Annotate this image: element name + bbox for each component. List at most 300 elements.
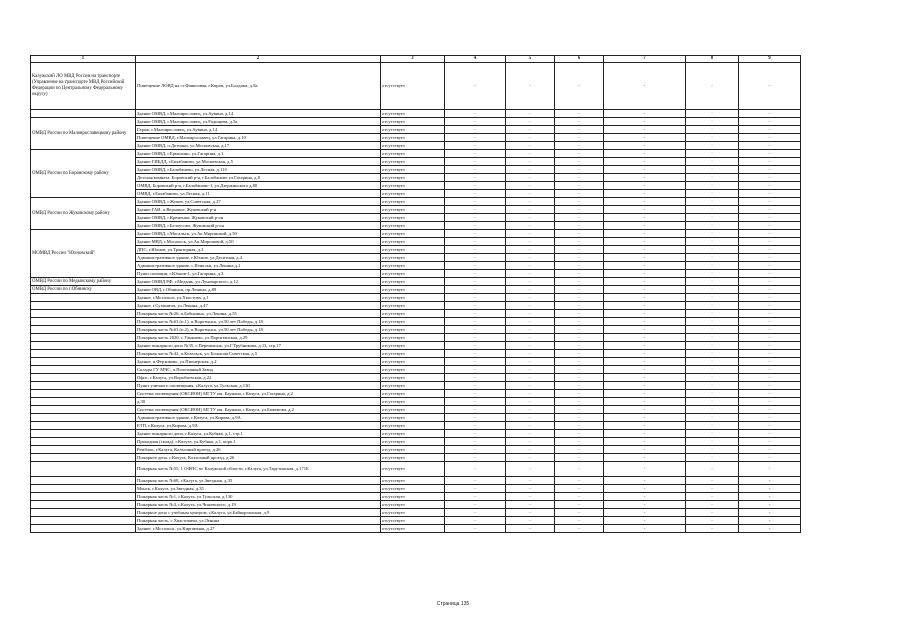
dash-cell-col-6: - [555, 182, 604, 190]
dash-cell-col-5: - [506, 110, 555, 118]
dash-cell-col-9: - [739, 414, 801, 422]
building-cell: Здание ОВД, г.Обнинск, пр.Ленина, д.89 [136, 286, 381, 294]
dash-cell-col-7: - [604, 350, 686, 358]
status-cell: отсутствует [381, 374, 445, 382]
table-row [31, 286, 801, 294]
dash-cell-col-8: - [686, 294, 739, 302]
dash-cell-col-4: - [445, 334, 506, 342]
dash-cell-col-9: - [739, 222, 801, 230]
dash-cell-col-7: - [604, 190, 686, 198]
dash-cell-col-7: - [604, 485, 686, 493]
dash-cell-col-5: - [506, 358, 555, 366]
dash-cell-col-4: - [445, 493, 506, 501]
dash-cell-col-6: - [555, 270, 604, 278]
dash-cell-col-8: - [686, 414, 739, 422]
dash-cell-col-4: - [445, 358, 506, 366]
table-row [31, 398, 801, 406]
dash-cell-col-4: - [445, 430, 506, 438]
dash-cell-col-4: - [445, 222, 506, 230]
dash-cell-col-4: - [445, 342, 506, 350]
status-cell: отсутствует [381, 246, 445, 254]
dash-cell-col-7: - [604, 310, 686, 318]
organization-cell [31, 525, 136, 533]
status-cell: отсутствует [381, 222, 445, 230]
building-cell: Пожарная часть 2020, с.Ульяново, ул.Партизанская, д.29 [136, 334, 381, 342]
organization-cell [31, 390, 136, 398]
status-cell: отсутствует [381, 493, 445, 501]
dash-cell-col-7: - [604, 214, 686, 222]
dash-cell-col-9: - [739, 262, 801, 270]
table-row [31, 142, 801, 150]
table-row [31, 254, 801, 262]
building-cell: Административное здание, г.Калуга, ул.Кирова, д.9А [136, 414, 381, 422]
dash-cell-col-5: - [506, 462, 555, 477]
building-cell: Здание ОМВД, г.Жуков, ул.Советская, д.27 [136, 198, 381, 206]
dash-cell-col-7: - [604, 501, 686, 509]
dash-cell-col-6: - [555, 366, 604, 374]
dash-cell-col-5: - [506, 366, 555, 374]
dash-cell-col-5: - [506, 374, 555, 382]
dash-cell-col-5: - [506, 517, 555, 525]
dash-cell-col-8: - [686, 118, 739, 126]
dash-cell-col-8: - [686, 126, 739, 134]
dash-cell-col-8: - [686, 446, 739, 454]
dash-cell-col-5: - [506, 214, 555, 222]
organization-cell: МОМВД России "Юхновский" [31, 230, 136, 278]
dash-cell-col-6: - [555, 318, 604, 326]
column-number-3: 3 [381, 56, 445, 63]
dash-cell-col-4: - [445, 118, 506, 126]
status-cell: отсутствует [381, 406, 445, 414]
table-row [31, 222, 801, 230]
dash-cell-col-7: - [604, 262, 686, 270]
dash-cell-col-7: - [604, 438, 686, 446]
dash-cell-col-8: - [686, 462, 739, 477]
dash-cell-col-6: - [555, 63, 604, 110]
status-cell: отсутствует [381, 230, 445, 238]
dash-cell-col-8: - [686, 206, 739, 214]
status-cell: отсутствует [381, 174, 445, 182]
building-cell: Здание ОМВД, п.Детчино, ул.Московская, д.17 [136, 142, 381, 150]
table-row [31, 334, 801, 342]
dash-cell-col-8: - [686, 374, 739, 382]
dash-cell-col-9: - [739, 374, 801, 382]
table-row [31, 525, 801, 533]
dash-cell-col-7: - [604, 246, 686, 254]
status-cell: отсутствует [381, 334, 445, 342]
organization-cell [31, 422, 136, 430]
dash-cell-col-5: - [506, 446, 555, 454]
table-row [31, 477, 801, 485]
organization-cell [31, 454, 136, 462]
status-cell: отсутствует [381, 326, 445, 334]
organization-cell [31, 334, 136, 342]
organization-cell [31, 501, 136, 509]
building-cell: Здание ОМВД, г.Мосальск, ул.Ак.Мироновой, д.50 [136, 230, 381, 238]
dash-cell-col-9: - [739, 438, 801, 446]
organization-cell [31, 326, 136, 334]
organization-cell [31, 398, 136, 406]
dash-cell-col-4: - [445, 214, 506, 222]
dash-cell-col-8: - [686, 134, 739, 142]
dash-cell-col-9: - [739, 126, 801, 134]
dash-cell-col-4: - [445, 374, 506, 382]
status-cell: отсутствует [381, 63, 445, 110]
dash-cell-col-7: - [604, 366, 686, 374]
building-cell: Пожарная часть №68, г.Калуга, ул.Звездная, д.35 [136, 477, 381, 485]
dash-cell-col-8: - [686, 350, 739, 358]
building-cell: Пункт уличного оповещения, г.Калуга, ул.Тульская, д.130 [136, 382, 381, 390]
status-cell: отсутствует [381, 118, 445, 126]
dash-cell-col-9: - [739, 270, 801, 278]
dash-cell-col-5: - [506, 294, 555, 302]
building-cell: Здание ОМВД, г.Малоярославец, ул.Радищева, д.5а [136, 118, 381, 126]
dash-cell-col-6: - [555, 342, 604, 350]
status-cell: отсутствует [381, 166, 445, 174]
dash-cell-col-8: - [686, 150, 739, 158]
dash-cell-col-8: - [686, 302, 739, 310]
table-row [31, 501, 801, 509]
table-row [31, 310, 801, 318]
dash-cell-col-7: - [604, 454, 686, 462]
building-cell: Система оповещения (ОКСИОН) МГТУ им. Баумана, г.Калуга, ул.Гагарина, д.2 [136, 390, 381, 398]
organization-cell [31, 446, 136, 454]
organization-cell [31, 485, 136, 493]
dash-cell-col-8: - [686, 182, 739, 190]
dash-cell-col-9: - [739, 366, 801, 374]
status-cell: отсутствует [381, 477, 445, 485]
dash-cell-col-4: - [445, 438, 506, 446]
dash-cell-col-7: - [604, 525, 686, 533]
dash-cell-col-9: - [739, 110, 801, 118]
column-number-8: 8 [686, 56, 739, 63]
dash-cell-col-5: - [506, 398, 555, 406]
dash-cell-col-8: - [686, 166, 739, 174]
dash-cell-col-4: - [445, 326, 506, 334]
organization-cell: ОМВД России по Жуковскому району [31, 198, 136, 230]
dash-cell-col-9: - [739, 406, 801, 414]
dash-cell-col-4: - [445, 158, 506, 166]
table-row [31, 318, 801, 326]
dash-cell-col-4: - [445, 278, 506, 286]
column-number-9: 9 [739, 56, 801, 63]
building-cell: Здание ГАИ, п.Верховье, Жуковский р-н [136, 206, 381, 214]
dash-cell-col-4: - [445, 294, 506, 302]
dash-cell-col-5: - [506, 422, 555, 430]
dash-cell-col-5: - [506, 493, 555, 501]
dash-cell-col-9: - [739, 254, 801, 262]
building-cell: Помещение ОМВД, г.Малоярославец, ул.Гагарина, д.10 [136, 134, 381, 142]
dash-cell-col-7: - [604, 198, 686, 206]
status-cell: отсутствует [381, 238, 445, 246]
dash-cell-col-4: - [445, 246, 506, 254]
dash-cell-col-9: - [739, 382, 801, 390]
table-row [31, 126, 801, 134]
table-body [31, 56, 801, 533]
dash-cell-col-9: - [739, 278, 801, 286]
dash-cell-col-9: - [739, 190, 801, 198]
dash-cell-col-5: - [506, 182, 555, 190]
building-cell: ОМВД, Боровский р-н, г.Балабаново-1, ул.Дзержинского д.80 [136, 182, 381, 190]
status-cell: отсутствует [381, 254, 445, 262]
status-cell: отсутствует [381, 398, 445, 406]
dash-cell-col-4: - [445, 382, 506, 390]
dash-cell-col-5: - [506, 438, 555, 446]
dash-cell-col-5: - [506, 158, 555, 166]
dash-cell-col-8: - [686, 485, 739, 493]
building-cell: ЕТП, г.Калуга, ул.Кирова, д.9А [136, 422, 381, 430]
dash-cell-col-7: - [604, 118, 686, 126]
organization-cell [31, 302, 136, 310]
dash-cell-col-5: - [506, 350, 555, 358]
table-row [31, 262, 801, 270]
building-cell: Система оповещения (ОКСИОН) МГТУ им. Баумана, г.Калуга, ул.Баженова, д.2 [136, 406, 381, 414]
dash-cell-col-9: - [739, 134, 801, 142]
status-cell: отсутствует [381, 150, 445, 158]
data-table [30, 55, 801, 533]
dash-cell-col-5: - [506, 501, 555, 509]
dash-cell-col-9: - [739, 454, 801, 462]
dash-cell-col-7: - [604, 326, 686, 334]
dash-cell-col-7: - [604, 238, 686, 246]
dash-cell-col-5: - [506, 326, 555, 334]
dash-cell-col-8: - [686, 406, 739, 414]
dash-cell-col-7: - [604, 406, 686, 414]
dash-cell-col-8: - [686, 517, 739, 525]
status-cell: отсутствует [381, 278, 445, 286]
dash-cell-col-9: - [739, 230, 801, 238]
building-cell: Здание пожарного депо №35, с.Перемышль, ул.Г.Трубникова, д.13, стр.17 [136, 342, 381, 350]
document-sheet [30, 55, 800, 533]
organization-cell [31, 430, 136, 438]
dash-cell-col-9: - [739, 294, 801, 302]
dash-cell-col-4: - [445, 509, 506, 517]
building-cell: Гараж, г.Малоярославец, ул.Аувина, д.14 [136, 126, 381, 134]
building-cell: ОМВД, г.Балабаново, ул.Лесная, д.11 [136, 190, 381, 198]
building-cell: Здание ОМВД, г.Малоярославец, ул.Аувина, д.14 [136, 110, 381, 118]
dash-cell-col-9: - [739, 525, 801, 533]
organization-cell [31, 438, 136, 446]
status-cell: отсутствует [381, 110, 445, 118]
dash-cell-col-4: - [445, 262, 506, 270]
dash-cell-col-7: - [604, 206, 686, 214]
page-number: Страница 135 [436, 601, 470, 607]
dash-cell-col-8: - [686, 214, 739, 222]
dash-cell-col-8: - [686, 142, 739, 150]
dash-cell-col-4: - [445, 462, 506, 477]
dash-cell-col-6: - [555, 174, 604, 182]
dash-cell-col-9: - [739, 182, 801, 190]
building-cell: Пожарная часть №42, п.Козельск, ул. Большая Советская, д.5 [136, 350, 381, 358]
table-row [31, 509, 801, 517]
dash-cell-col-8: - [686, 254, 739, 262]
table-row [31, 406, 801, 414]
dash-cell-col-7: - [604, 63, 686, 110]
dash-cell-col-9: - [739, 477, 801, 485]
dash-cell-col-5: - [506, 206, 555, 214]
dash-cell-col-8: - [686, 358, 739, 366]
dash-cell-col-5: - [506, 174, 555, 182]
organization-cell [31, 318, 136, 326]
dash-cell-col-6: - [555, 126, 604, 134]
dash-cell-col-9: - [739, 517, 801, 525]
building-cell: Пожарная часть №26, п.Бабынино, ул.Ленина, д.55 [136, 310, 381, 318]
building-cell: Пожарная часть №63 (п.2), п.Воротынск, ул.50 лет Победы, д.18 [136, 326, 381, 334]
status-cell: отсутствует [381, 126, 445, 134]
table-row [31, 238, 801, 246]
dash-cell-col-8: - [686, 318, 739, 326]
dash-cell-col-6: - [555, 374, 604, 382]
status-cell: отсутствует [381, 438, 445, 446]
dash-cell-col-7: - [604, 390, 686, 398]
dash-cell-col-4: - [445, 254, 506, 262]
dash-cell-col-6: - [555, 246, 604, 254]
dash-cell-col-6: - [555, 525, 604, 533]
dash-cell-col-4: - [445, 350, 506, 358]
building-cell: Ремблок, г.Калуга, Колхозный проезд, д.26 [136, 446, 381, 454]
status-cell: отсутствует [381, 422, 445, 430]
dash-cell-col-5: - [506, 270, 555, 278]
dash-cell-col-5: - [506, 390, 555, 398]
dash-cell-col-8: - [686, 334, 739, 342]
dash-cell-col-9: - [739, 118, 801, 126]
dash-cell-col-5: - [506, 485, 555, 493]
dash-cell-col-4: - [445, 238, 506, 246]
dash-cell-col-7: - [604, 166, 686, 174]
building-cell: Здание ОМВД, г.Балабаново, ул.Лесная, д.11б [136, 166, 381, 174]
dash-cell-col-5: - [506, 525, 555, 533]
building-cell: Пожарная часть №63 (п.1), п.Воротынск, ул.50 лет Победы, д.18 [136, 318, 381, 326]
dash-cell-col-4: - [445, 310, 506, 318]
dash-cell-col-6: - [555, 462, 604, 477]
table-row [31, 342, 801, 350]
dash-cell-col-5: - [506, 286, 555, 294]
building-cell: ДПС, г.Юхнов, ул.Тракторная, д.3 [136, 246, 381, 254]
dash-cell-col-8: - [686, 493, 739, 501]
table-row [31, 493, 801, 501]
dash-cell-col-4: - [445, 422, 506, 430]
dash-cell-col-7: - [604, 342, 686, 350]
dash-cell-col-6: - [555, 278, 604, 286]
status-cell: отсутствует [381, 454, 445, 462]
dash-cell-col-6: - [555, 134, 604, 142]
table-row [31, 206, 801, 214]
table-row [31, 278, 801, 286]
dash-cell-col-4: - [445, 517, 506, 525]
status-cell: отсутствует [381, 501, 445, 509]
dash-cell-col-7: - [604, 302, 686, 310]
dash-cell-col-6: - [555, 302, 604, 310]
organization-cell: ОМВД России по Медынскому району [31, 278, 136, 286]
dash-cell-col-6: - [555, 334, 604, 342]
dash-cell-col-4: - [445, 318, 506, 326]
organization-cell [31, 509, 136, 517]
status-cell: отсутствует [381, 358, 445, 366]
organization-cell [31, 517, 136, 525]
status-cell: отсутствует [381, 142, 445, 150]
dash-cell-col-5: - [506, 166, 555, 174]
dash-cell-col-8: - [686, 501, 739, 509]
dash-cell-col-6: - [555, 254, 604, 262]
status-cell: отсутствует [381, 462, 445, 477]
dash-cell-col-4: - [445, 366, 506, 374]
dash-cell-col-6: - [555, 158, 604, 166]
dash-cell-col-9: - [739, 358, 801, 366]
dash-cell-col-8: - [686, 198, 739, 206]
dash-cell-col-6: - [555, 230, 604, 238]
dash-cell-col-6: - [555, 118, 604, 126]
table-row [31, 63, 801, 110]
organization-cell [31, 477, 136, 485]
dash-cell-col-9: - [739, 462, 801, 477]
dash-cell-col-4: - [445, 414, 506, 422]
dash-cell-col-9: - [739, 150, 801, 158]
building-cell: Пожарная часть №1, г.Калуга, ул.Тульская, д.130 [136, 493, 381, 501]
building-cell: Пожарная часть №3, г.Калуга, ул.Чижевского, д.19 [136, 501, 381, 509]
dash-cell-col-6: - [555, 517, 604, 525]
dash-cell-col-5: - [506, 222, 555, 230]
organization-cell [31, 358, 136, 366]
dash-cell-col-9: - [739, 398, 801, 406]
dash-cell-col-7: - [604, 334, 686, 342]
dash-cell-col-9: - [739, 206, 801, 214]
dash-cell-col-6: - [555, 110, 604, 118]
building-cell: Здание ОМВД, г.Кременки, Жуковский р-он [136, 214, 381, 222]
dash-cell-col-5: - [506, 477, 555, 485]
dash-cell-col-9: - [739, 246, 801, 254]
organization-cell: ОМВД России по г.Обнинску [31, 286, 136, 294]
dash-cell-col-8: - [686, 158, 739, 166]
dash-cell-col-9: - [739, 63, 801, 110]
table-row [31, 485, 801, 493]
dash-cell-col-7: - [604, 254, 686, 262]
dash-cell-col-9: - [739, 174, 801, 182]
organization-cell [31, 366, 136, 374]
dash-cell-col-7: - [604, 230, 686, 238]
status-cell: отсутствует [381, 446, 445, 454]
dash-cell-col-4: - [445, 182, 506, 190]
building-cell: Здание ОМВД РФ, г.Медынь, ул.Луначарского, д.12 [136, 278, 381, 286]
status-cell: отсутствует [381, 270, 445, 278]
dash-cell-col-7: - [604, 110, 686, 118]
table-row [31, 358, 801, 366]
table-row [31, 214, 801, 222]
dash-cell-col-7: - [604, 318, 686, 326]
dash-cell-col-5: - [506, 262, 555, 270]
dash-cell-col-5: - [506, 150, 555, 158]
table-row [31, 270, 801, 278]
organization-cell: ОМВД России по Малоярославецкому району [31, 118, 136, 150]
dash-cell-col-8: - [686, 63, 739, 110]
status-cell: отсутствует [381, 190, 445, 198]
dash-cell-col-7: - [604, 158, 686, 166]
dash-cell-col-6: - [555, 350, 604, 358]
building-cell: Детская комната, Боровский р-н, г.Балабаново ул.Гагарина, д.8 [136, 174, 381, 182]
dash-cell-col-8: - [686, 454, 739, 462]
dash-cell-col-6: - [555, 422, 604, 430]
status-cell: отсутствует [381, 350, 445, 358]
dash-cell-col-4: - [445, 454, 506, 462]
dash-cell-col-7: - [604, 430, 686, 438]
building-cell: Административное здание, г.Юхнов, ул.Деситная, д.4 [136, 254, 381, 262]
dash-cell-col-8: - [686, 438, 739, 446]
dash-cell-col-9: - [739, 501, 801, 509]
dash-cell-col-8: - [686, 230, 739, 238]
building-cell: д.39 [136, 398, 381, 406]
column-number-5: 5 [506, 56, 555, 63]
organization-cell: ОМВД России по Боровскому району [31, 150, 136, 198]
dash-cell-col-5: - [506, 63, 555, 110]
